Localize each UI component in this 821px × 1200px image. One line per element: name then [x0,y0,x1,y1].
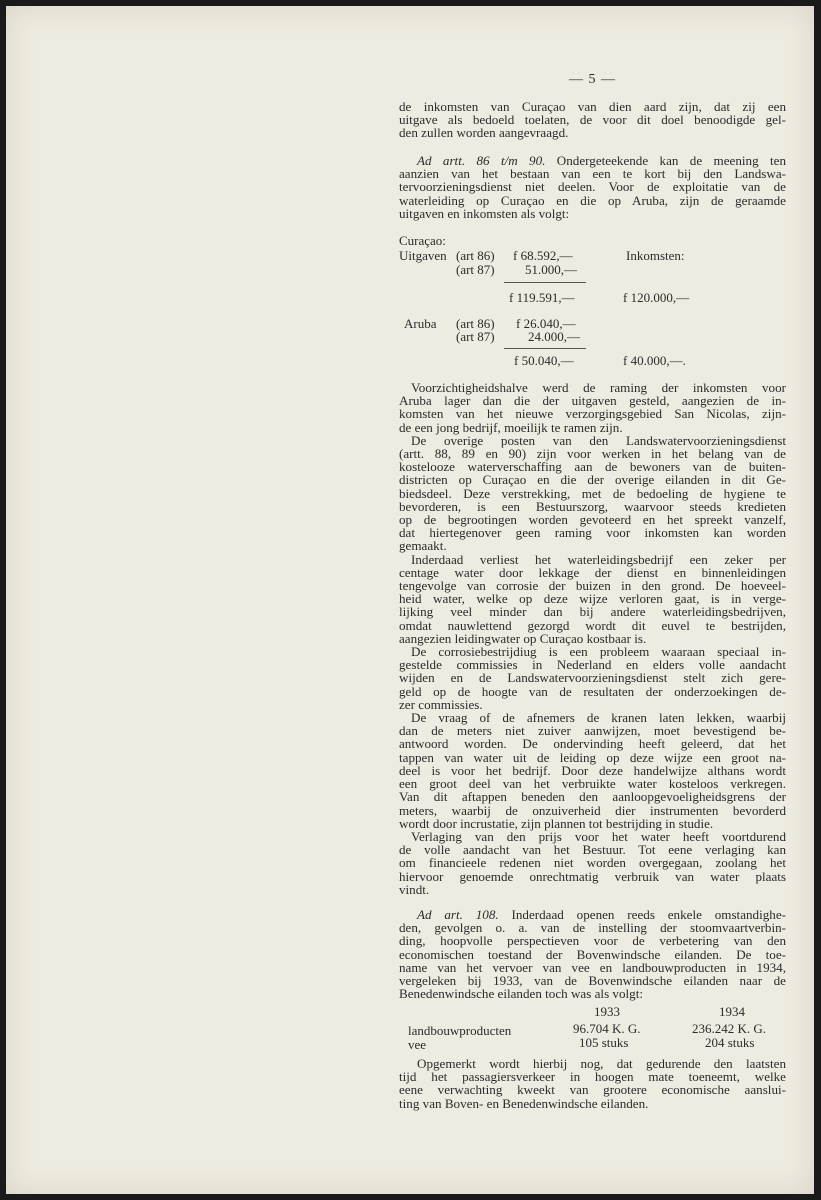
text-line: heid water, welke op deze wijze verloren gaat, is in verge- [399,591,786,607]
value-1934: 204 stuks [705,1035,755,1050]
row-label-vee: vee [408,1037,427,1052]
text-line: dan de meters niet zuiver aanwijzen, moet bevestigend be- [399,723,786,739]
document-page [6,6,814,1194]
text-line: waterleiding op Curaçao en die op Aruba, zijn de geraamde [399,192,786,208]
curacao-art87-amount: 51.000,— [525,262,577,277]
curacao-income-amount: f 120.000,— [623,290,690,305]
article-reference: Ad artt. 86 t/m 90. [417,153,546,168]
text-line: den zullen worden aangevraagd. [399,125,569,141]
text-line: op de begrootingen worden gevoteerd en het spreekt vanzelf, [399,512,786,528]
text-line: (artt. 88, 89 en 90) zijn voor werken in het belang van de [399,446,786,462]
text-line: meters, waarbij de onzuiverheid dier instrumenten bevorderd [399,802,786,818]
aruba-income-amount: f 40.000,—. [623,353,686,368]
text-line: aangezien leidingwater op Curaçao kostbaar is. [399,630,647,646]
article-86-label: (art 86) [456,248,495,263]
text-line: kostelooze waterverschaffing aan de bewoners van de buiten- [399,459,786,475]
text-line: dat hiertegenover geen raming voor inkomsten kan worden [399,525,786,541]
row-label-landbouwproducten: landbouwproducten [408,1023,512,1038]
text-line: vindt. [399,881,430,897]
text-line: De vraag of de afnemers de kranen laten lekken, waarbij [411,710,786,726]
aruba-art87-amount: 24.000,— [528,329,580,344]
text-run: Inderdaad openen reeds enkele omstandighe- [498,907,787,922]
text-line: aanzien van het bestaan van een te kort bij den Landswa- [399,166,786,182]
sum-rule [504,348,586,349]
paragraph-art-108 [399,908,786,1000]
text-line: name van het vervoer van vee en landbouwproducten in 1934, [399,959,786,975]
text-line: Van dit aftappen beneden den aanloopgevoeligheidsgrens der [399,789,786,805]
text-line: gestelde commissies in Nederland en elders volle aandacht [399,657,786,673]
text-line: centage water door lekkage der dienst en binnenleidingen [399,564,786,580]
text-line: De corrosiebestrijdiug is een probleem waaraan speciaal in- [411,644,786,660]
text-line: wordt door incrustatie, zijn plannen tot bestrijding in studie. [399,815,714,831]
text-line: de volle aandacht van het Bestuur. Tot eene verlaging kan [399,842,786,858]
aruba-art86-amount: f 26.040,— [516,316,576,331]
text-line: de inkomsten van Curaçao van dien aard zijn, dat zij een [399,99,786,114]
value-1933: 96.704 K. G. [573,1021,641,1036]
text-line: lijking veel minder dan bij andere waterleidingsbedrijven, [399,604,786,620]
article-86-label: (art 86) [456,316,495,331]
text-line: uitgaven en inkomsten als volgt: [399,205,570,221]
text-line: komsten van het nieuwe verzorgingsgebied San Nicolas, zijn- [399,406,786,422]
text-line: tengevolge van corrosie der buizen in den grond. De hoeveel- [399,578,786,594]
text-line: deel is voor het bedrijf. Door deze handelwijze althans wordt [399,762,786,778]
text-line: een groot deel van het verbruikte water kosteloos verkregen. [399,776,786,792]
text-line: uitgave als bedoeld toelaten, de voor dit doel benoodigde gel- [399,112,786,128]
curacao-label: Curaçao: [399,233,446,248]
paragraph-intro [399,100,786,140]
text-line: om financieele redenen niet worden overgegaan, zoolang het [399,855,786,871]
article-87-label: (art 87) [456,262,495,277]
text-line: districten op Curaçao en die der overige eilanden in dit Ge- [399,472,786,488]
text-line: eene verwachting kweekt van grootere economische aanslui- [399,1082,786,1098]
text-line: ting van Boven- en Benedenwindsche eilanden. [399,1095,649,1111]
uitgaven-label: Uitgaven [399,248,447,263]
text-line: Benedenwindsche eilanden toch was als volgt: [399,986,643,1002]
page-number: — 5 — [569,72,616,87]
text-line: zer commissies. [399,696,483,712]
paragraph-artt-86-90 [399,154,786,220]
text-line: Inderdaad verliest het waterleidingsbedrijf een zeker per [411,551,786,567]
sum-rule [504,282,586,283]
text-line: ding, hoopvolle perspectieven voor de verbetering van den [399,933,786,949]
inkomsten-label: Inkomsten: [626,248,685,263]
text-line: hiervoor genoemde onrechtmatig verbruik van water plaats [399,868,786,884]
year-1934-header: 1934 [719,1004,745,1019]
curacao-total-amount: f 119.591,— [509,290,575,305]
article-87-label: (art 87) [456,329,495,344]
text-line: economischen toestand der Bovenwindsche eilanden. De toe- [399,946,786,962]
text-line: tappen van water uit de leiding op deze wijze een groot na- [399,749,786,765]
aruba-label: Aruba [404,316,437,331]
aruba-total-amount: f 50.040,— [514,353,574,368]
year-1933-header: 1933 [594,1004,620,1019]
text-line: den, gevolgen o. a. van de instelling der stoomvaartverbin- [399,920,786,936]
text-line: tijd het passagiersverkeer in hoogen mate toeneemt, welke [399,1069,786,1085]
text-line: de een jong bedrijf, moeilijk te ramen zijn. [399,419,623,435]
value-1934: 236.242 K. G. [692,1021,767,1036]
text-line: geld op de hoogte van de resultaten der onderzoekingen de- [399,683,786,699]
paragraph-explanation [399,381,786,896]
text-line: Opgemerkt wordt hierbij nog, dat gedurende den laatsten [417,1056,786,1071]
text-line: De overige posten van den Landswatervoorzieningsdienst [411,432,786,448]
text-line: tervoorzieningsdienst niet deelen. Voor de exploitatie van de [399,179,786,195]
article-reference: Ad art. 108. [417,907,499,922]
value-1933: 105 stuks [579,1035,629,1050]
text-line: bevorderen, is een Bestuurszorg, waarvoor steeds kredieten [399,498,786,514]
text-line: wijden en de Landswatervoorzieningsdienst stelt zich gere- [399,670,786,686]
text-line: Aruba lager dan die der uitgaven gesteld, aangezien de in- [399,393,786,409]
text-line: Verlaging van den prijs voor het water heeft voortdurend [411,828,786,844]
text-line: antwoord worden. De ondervinding heeft geleerd, dat het [399,736,786,752]
text-line: Voorzichtigheidshalve werd de raming der inkomsten voor [411,380,786,395]
text-run: Ondergeteekende kan de meening ten [545,153,786,168]
curacao-art86-amount: f 68.592,— [513,248,573,263]
text-line: omdat nauwlettend gezorgd wordt dit euvel te bestrijden, [399,617,786,633]
text-line: biedsdeel. Deze verstrekking, met de bedoeling de hygiene te [399,485,786,501]
text-line: gemaakt. [399,538,447,554]
paragraph-closing [399,1057,786,1110]
text-line: vergeleken bij 1933, van de Bovenwindsche eilanden naar de [399,973,786,989]
